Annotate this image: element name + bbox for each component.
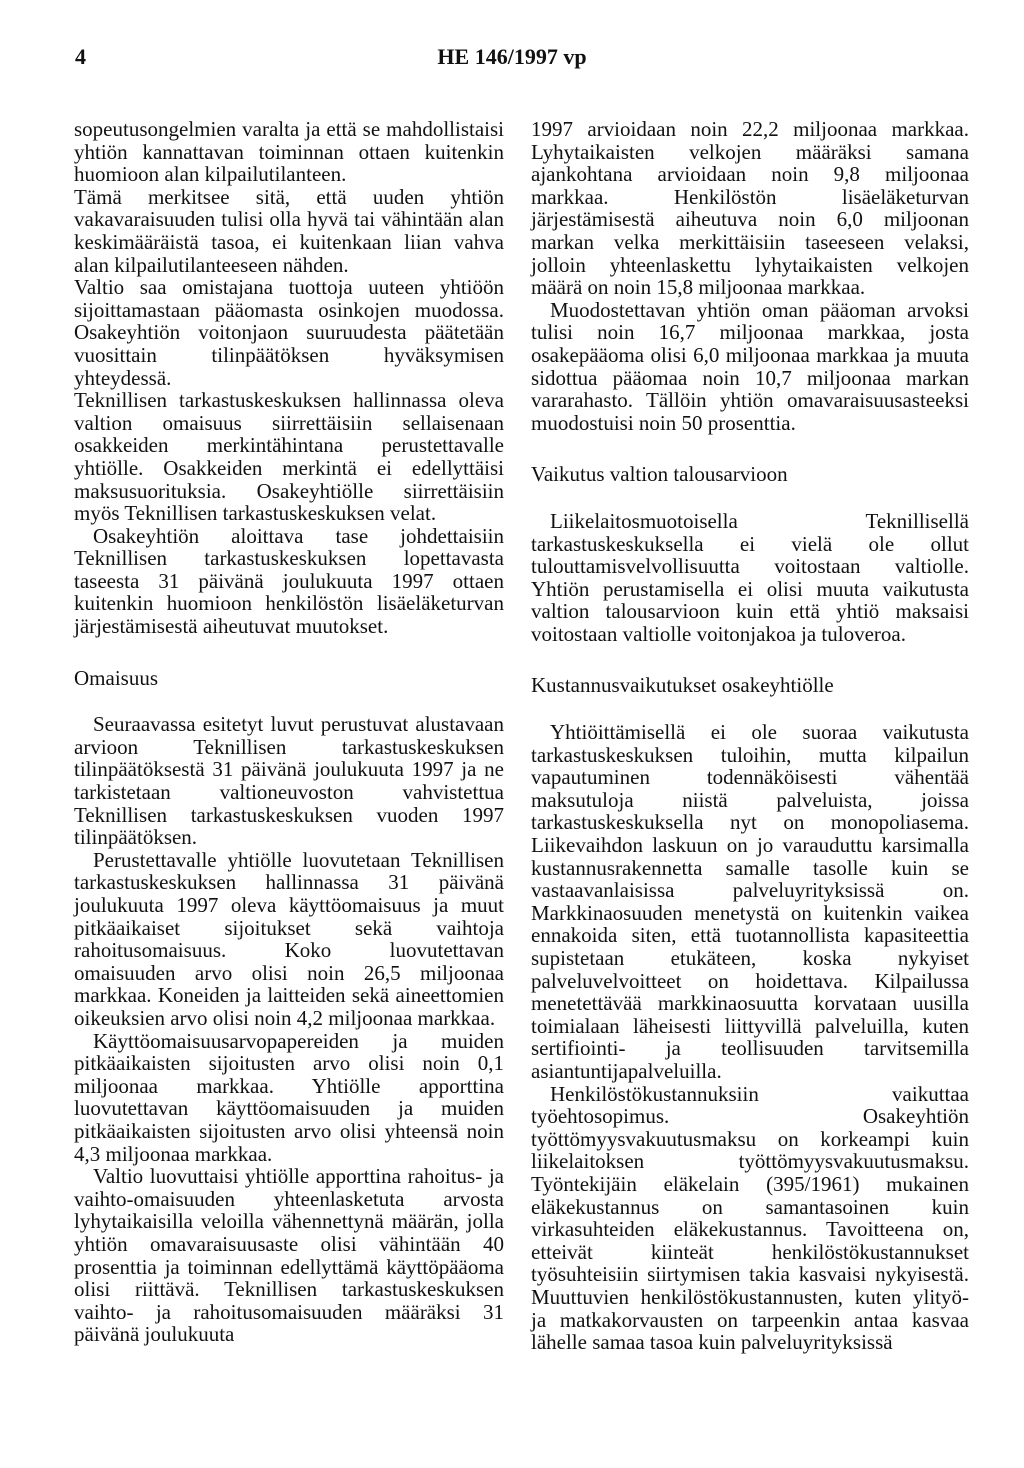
- paragraph: Käyttöomaisuusarvopapereiden ja muiden pitkäaikaisten sijoitusten arvo olisi noin 0,1 miljoonaa markkaa. Yhtiölle apporttina luovutettavan käyttöomaisuuden ja muiden pitkäaikaisten sijoitusten arvo olisi yhteensä noin 4,3 miljoonaa markkaa.: [74, 1028, 504, 1166]
- page-header: [0, 44, 1024, 84]
- left-column: [74, 118, 504, 1346]
- section-heading-kustannus: Kustannusvaikutukset osakeyhtiölle: [531, 673, 834, 698]
- section-heading-vaikutus: Vaikutus valtion talousarvioon: [531, 462, 788, 487]
- running-title: HE 146/1997 vp: [437, 44, 587, 69]
- paragraph: 1997 arvioidaan noin 22,2 miljoonaa markkaa. Lyhytaikaisten velkojen määräksi samana ajankohtana arvioidaan noin 9,8 miljoonaa markkaa. Henkilöstön lisäeläketurvan järjestämisestä aiheutuva noin 6,0 miljoonan markan velka merkittäisiin taseeseen velaksi, jolloin yhteenlaskettu lyhytaikaisten velkojen määrä on noin 15,8 miljoonaa markkaa.: [531, 117, 969, 300]
- paragraph: Teknillisen tarkastuskeskuksen hallinnassa oleva valtion omaisuus siirrettäisiin sellaisenaan osakkeiden merkintähintana perustettavalle yhtiölle. Osakkeiden merkintä ei edellyttäisi maksusuorituksia. Osakeyhtiölle siirrettäisiin myös Teknillisen tarkastuskeskuksen velat.: [74, 388, 504, 526]
- paragraph: Tämä merkitsee sitä, että uuden yhtiön vakavaraisuuden tulisi olla hyvä tai vähintään alan keskimääräistä tasoa, ei kuitenkaan liian vahva alan kilpailutilanteeseen nähden.: [74, 184, 504, 277]
- paragraph: Perustettavalle yhtiölle luovutetaan Teknillisen tarkastuskeskuksen hallinnassa 31 päivänä joulukuuta 1997 oleva käyttöomaisuus ja muut pitkäaikaiset sijoitukset sekä vaihtoja rahoitusomaisuus. Koko luovutettavan omaisuuden arvo olisi noin 26,5 miljoonaa markkaa. Koneiden ja laitteiden sekä aineettomien oikeuksien arvo olisi noin 4,2 miljoonaa markkaa.: [74, 847, 504, 1030]
- paragraph: Henkilöstökustannuksiin vaikuttaa työehtosopimus. Osakeyhtiön työttömyysvakuutusmaksu on korkeampi kuin liikelaitoksen työttömyysvakuutusmaksu. Työntekijäin eläkelain (395/1961) mukainen eläkekustannus on samantasoinen kuin virkasuhteiden eläkekustannus. Tavoitteena on, etteivät kiinteät henkilöstökustannukset työsuhteisiin siirtymisen takia kasvaisi nykyisestä. Muuttuvien henkilöstökustannusten, kuten ylityö- ja matkakorvausten on tarpeenkin antaa kasvaa lähelle samaa tasoa kuin palveluyrityksissä: [531, 1081, 969, 1355]
- right-column: [531, 118, 969, 1354]
- paragraph: Muodostettavan yhtiön oman pääoman arvoksi tulisi noin 16,7 miljoonaa markkaa, josta osakepääoma olisi 6,0 miljoonaa markkaa ja muuta sidottua pääomaa noin 10,7 miljoonaa markan vararahasto. Tällöin yhtiön omavaraisuusasteeksi muodostuisi noin 50 prosenttia.: [531, 297, 969, 435]
- paragraph: Valtio saa omistajana tuottoja uuteen yhtiöön sijoittamastaan pääomasta osinkojen muodossa. Osakeyhtiön voitonjaon suuruudesta päätetään vuosittain tilinpäätöksen hyväksymisen yhteydessä.: [74, 275, 504, 390]
- page-number: 4: [75, 44, 86, 69]
- paragraph: Yhtiöittämisellä ei ole suoraa vaikutusta tarkastuskeskuksen tuloihin, mutta kilpailun vapautuminen todennäköisesti vähentää maksutuloja niistä palveluista, joissa tarkastuskeskuksella nyt on monopoliasema. Liikevaihdon laskuun on jo varauduttu karsimalla kustannusrakennetta samalle tasolle kuin se vastaavanlaisissa palveluyrityksissä on. Markkinaosuuden menetystä on kuitenkin vaikea ennakoida siten, että tuotannollista kapasiteettia supistetaan etukäteen, koska nykyiset palveluvelvoitteet on hoidettava. Kilpailussa menetettävää markkinaosuutta korvataan uusilla toimialaan läheisesti liittyvillä palveluilla, kuten sertifiointi- ja teollisuuden tarvitsemilla asiantuntijapalveluilla.: [531, 720, 969, 1083]
- paragraph: Osakeyhtiön aloittava tase johdettaisiin Teknillisen tarkastuskeskuksen lopettavasta taseesta 31 päivänä joulukuuta 1997 ottaen kuitenkin huomioon henkilöstön lisäeläketurvan järjestämisestä aiheutuvat muutokset.: [74, 523, 504, 639]
- paragraph: Valtio luovuttaisi yhtiölle apporttina rahoitus- ja vaihto-omaisuuden yhteenlasketuta arvosta lyhytaikaisilla veloilla vähennettynä määrän, jolla yhtiön omavaraisuusaste olisi vähintään 40 prosenttia ja toiminnan edellyttämä käyttöpääoma olisi riittävä. Teknillisen tarkastuskeskuksen vaihto- ja rahoitusomaisuuden määräksi 31 päivänä joulukuuta: [74, 1164, 504, 1347]
- paragraph: sopeutusongelmien varalta ja että se mahdollistaisi yhtiön kannattavan toiminnan ottaen kuitenkin huomioon alan kilpailutilanteen.: [74, 117, 504, 187]
- section-heading-omaisuus: Omaisuus: [74, 665, 158, 690]
- paragraph: Liikelaitosmuotoisella Teknillisellä tarkastuskeskuksella ei vielä ole ollut tulouttamisvelvollisuutta voitostaan valtiolle. Yhtiön perustamisella ei olisi muuta vaikutusta valtion talousarvioon kuin että yhtiö maksaisi voitostaan valtiolle voitonjakoa ja tuloveroa.: [531, 508, 969, 646]
- paragraph: Seuraavassa esitetyt luvut perustuvat alustavaan arvioon Teknillisen tarkastuskeskuksen tilinpäätöksestä 31 päivänä joulukuuta 1997 ja ne tarkistetaan valtioneuvoston vahvistettua Teknillisen tarkastuskeskuksen vuoden 1997 tilinpäätöksen.: [74, 712, 504, 850]
